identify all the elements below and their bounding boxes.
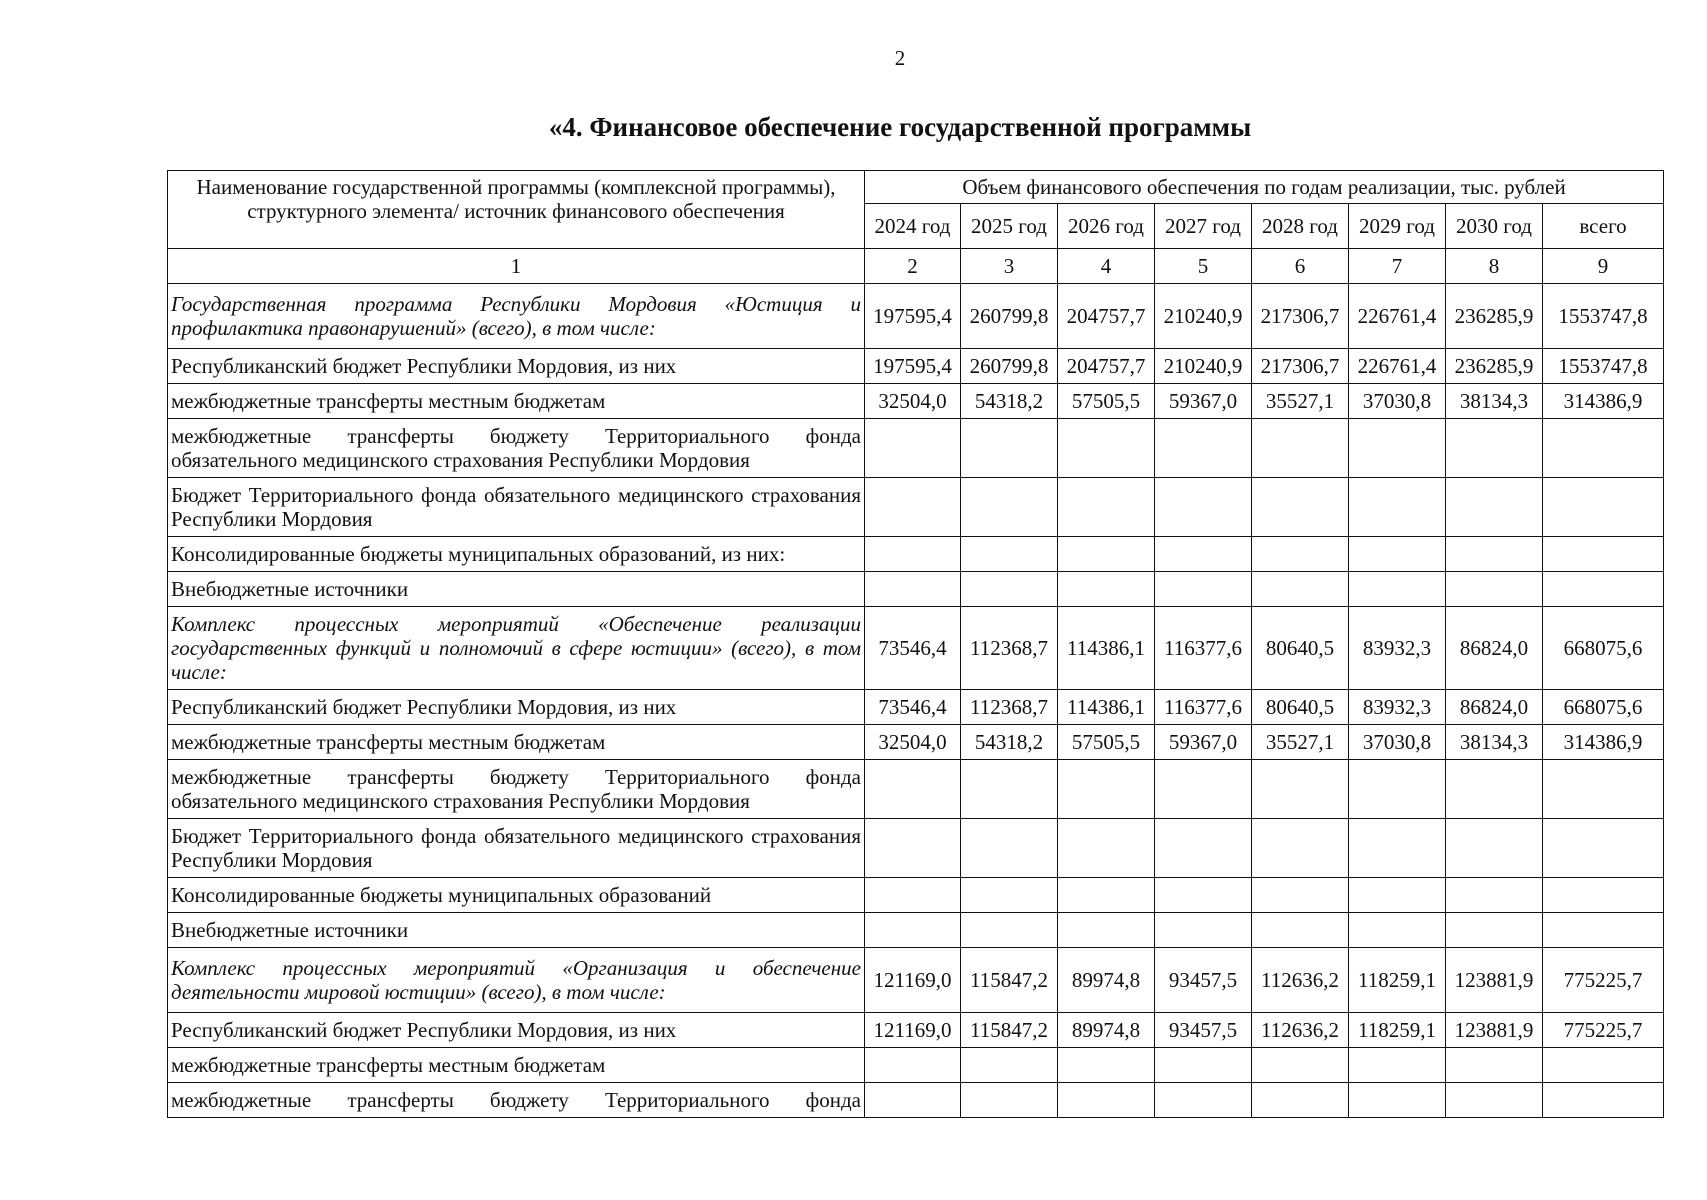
- row-name-cell: Внебюджетные источники: [168, 913, 865, 948]
- value-cell: [1543, 1048, 1664, 1083]
- value-cell: 1553747,8: [1543, 349, 1664, 384]
- column-index: 3: [961, 249, 1058, 284]
- table-row: [168, 384, 1664, 419]
- value-cell: [865, 537, 961, 572]
- value-cell: [1446, 878, 1543, 913]
- value-cell: 32504,0: [865, 725, 961, 760]
- row-name-cell: Комплекс процессных мероприятий «Организация и обеспечение деятельности мировой юстиции» (всего), в том числе:: [168, 948, 865, 1013]
- value-cell: [1058, 913, 1155, 948]
- value-cell: [1155, 913, 1252, 948]
- value-cell: [1155, 572, 1252, 607]
- value-cell: [1252, 819, 1349, 878]
- row-name-cell: Республиканский бюджет Республики Мордовия, из них: [168, 690, 865, 725]
- value-cell: 116377,6: [1155, 607, 1252, 690]
- column-index: 4: [1058, 249, 1155, 284]
- table-row: [168, 948, 1664, 1013]
- value-cell: [1543, 760, 1664, 819]
- table-row: [168, 572, 1664, 607]
- value-cell: [1543, 572, 1664, 607]
- value-cell: 112636,2: [1252, 1013, 1349, 1048]
- row-name-cell: Бюджет Территориального фонда обязательного медицинского страхования Республики Мордовия: [168, 819, 865, 878]
- column-index: 8: [1446, 249, 1543, 284]
- value-cell: [1349, 419, 1446, 478]
- value-cell: 59367,0: [1155, 725, 1252, 760]
- value-cell: [1349, 760, 1446, 819]
- value-cell: 204757,7: [1058, 284, 1155, 349]
- value-cell: 37030,8: [1349, 725, 1446, 760]
- value-cell: 89974,8: [1058, 1013, 1155, 1048]
- value-cell: [1058, 819, 1155, 878]
- value-cell: [1349, 819, 1446, 878]
- year-header-2024: 2024 год: [865, 204, 961, 249]
- value-cell: 197595,4: [865, 349, 961, 384]
- value-cell: [1155, 478, 1252, 537]
- value-cell: 89974,8: [1058, 948, 1155, 1013]
- value-cell: 197595,4: [865, 284, 961, 349]
- column-index: 1: [168, 249, 865, 284]
- value-cell: [1446, 572, 1543, 607]
- table-row: [168, 760, 1664, 819]
- value-cell: 37030,8: [1349, 384, 1446, 419]
- value-cell: [865, 478, 961, 537]
- value-cell: [1252, 913, 1349, 948]
- row-name-cell: Бюджет Территориального фонда обязательного медицинского страхования Республики Мордовия: [168, 478, 865, 537]
- value-cell: [1155, 419, 1252, 478]
- value-cell: [1349, 572, 1446, 607]
- value-cell: [1155, 537, 1252, 572]
- value-cell: 112636,2: [1252, 948, 1349, 1013]
- row-name-cell: межбюджетные трансферты местным бюджетам: [168, 384, 865, 419]
- total-header: всего: [1543, 204, 1664, 249]
- value-cell: 226761,4: [1349, 349, 1446, 384]
- value-cell: 38134,3: [1446, 384, 1543, 419]
- value-cell: 93457,5: [1155, 948, 1252, 1013]
- value-cell: [961, 537, 1058, 572]
- value-cell: [1058, 419, 1155, 478]
- value-cell: 83932,3: [1349, 607, 1446, 690]
- row-name-cell: межбюджетные трансферты бюджету Территориального фонда обязательного медицинского страхования Республики Мордовия: [168, 760, 865, 819]
- value-cell: [865, 572, 961, 607]
- value-cell: [961, 760, 1058, 819]
- column-index: 7: [1349, 249, 1446, 284]
- value-cell: 112368,7: [961, 607, 1058, 690]
- value-cell: [1446, 478, 1543, 537]
- value-cell: 59367,0: [1155, 384, 1252, 419]
- value-cell: [961, 572, 1058, 607]
- value-cell: [1252, 878, 1349, 913]
- value-cell: 668075,6: [1543, 607, 1664, 690]
- value-cell: [1349, 1083, 1446, 1118]
- value-cell: 35527,1: [1252, 725, 1349, 760]
- value-cell: 38134,3: [1446, 725, 1543, 760]
- value-cell: 73546,4: [865, 690, 961, 725]
- value-cell: [1252, 760, 1349, 819]
- value-cell: [1058, 760, 1155, 819]
- column-index: 9: [1543, 249, 1664, 284]
- value-cell: 121169,0: [865, 948, 961, 1013]
- column-index-row: [168, 249, 1664, 284]
- value-cell: 236285,9: [1446, 349, 1543, 384]
- value-cell: [1446, 537, 1543, 572]
- value-cell: 80640,5: [1252, 690, 1349, 725]
- value-cell: [1543, 913, 1664, 948]
- value-cell: [961, 419, 1058, 478]
- value-cell: [1155, 819, 1252, 878]
- value-cell: [1446, 1083, 1543, 1118]
- table-row: [168, 284, 1664, 349]
- value-cell: [865, 760, 961, 819]
- value-cell: 668075,6: [1543, 690, 1664, 725]
- value-cell: [1446, 419, 1543, 478]
- value-cell: [1349, 878, 1446, 913]
- column-index: 6: [1252, 249, 1349, 284]
- value-cell: 54318,2: [961, 384, 1058, 419]
- value-cell: 210240,9: [1155, 349, 1252, 384]
- value-cell: [961, 1048, 1058, 1083]
- value-cell: 118259,1: [1349, 1013, 1446, 1048]
- value-cell: [1446, 1048, 1543, 1083]
- financing-group-header: Объем финансового обеспечения по годам реализации, тыс. рублей: [865, 171, 1664, 204]
- value-cell: [1252, 572, 1349, 607]
- row-name-cell: Консолидированные бюджеты муниципальных образований: [168, 878, 865, 913]
- table-row: [168, 537, 1664, 572]
- value-cell: 83932,3: [1349, 690, 1446, 725]
- value-cell: [1058, 878, 1155, 913]
- value-cell: 314386,9: [1543, 725, 1664, 760]
- value-cell: [865, 1083, 961, 1118]
- value-cell: 260799,8: [961, 284, 1058, 349]
- value-cell: [1349, 913, 1446, 948]
- value-cell: [1446, 819, 1543, 878]
- value-cell: 1553747,8: [1543, 284, 1664, 349]
- value-cell: 121169,0: [865, 1013, 961, 1048]
- column-index: 2: [865, 249, 961, 284]
- value-cell: [865, 419, 961, 478]
- row-name-cell: межбюджетные трансферты местным бюджетам: [168, 725, 865, 760]
- value-cell: [1058, 537, 1155, 572]
- value-cell: [961, 819, 1058, 878]
- value-cell: 123881,9: [1446, 948, 1543, 1013]
- page-title: «4. Финансовое обеспечение государственной программы: [548, 112, 1252, 142]
- table-row: [168, 1048, 1664, 1083]
- value-cell: [1252, 1083, 1349, 1118]
- value-cell: 73546,4: [865, 607, 961, 690]
- value-cell: 204757,7: [1058, 349, 1155, 384]
- year-header-2030: 2030 год: [1446, 204, 1543, 249]
- value-cell: [1058, 1048, 1155, 1083]
- table-row: [168, 878, 1664, 913]
- value-cell: 236285,9: [1446, 284, 1543, 349]
- value-cell: 775225,7: [1543, 948, 1664, 1013]
- value-cell: 115847,2: [961, 1013, 1058, 1048]
- value-cell: 57505,5: [1058, 725, 1155, 760]
- value-cell: [1155, 1048, 1252, 1083]
- row-name-cell: Комплекс процессных мероприятий «Обеспечение реализации государственных функций и полномочий в сфере юстиции» (всего), в том числе:: [168, 607, 865, 690]
- table-row: [168, 607, 1664, 690]
- value-cell: 226761,4: [1349, 284, 1446, 349]
- value-cell: [1058, 1083, 1155, 1118]
- row-name-cell: Внебюджетные источники: [168, 572, 865, 607]
- financing-table: [167, 170, 1664, 1118]
- value-cell: [961, 878, 1058, 913]
- value-cell: 123881,9: [1446, 1013, 1543, 1048]
- value-cell: [1155, 878, 1252, 913]
- value-cell: 57505,5: [1058, 384, 1155, 419]
- value-cell: [1543, 878, 1664, 913]
- value-cell: [1543, 537, 1664, 572]
- value-cell: 86824,0: [1446, 607, 1543, 690]
- value-cell: [1252, 1048, 1349, 1083]
- value-cell: [1155, 1083, 1252, 1118]
- value-cell: [1252, 419, 1349, 478]
- row-name-cell: Консолидированные бюджеты муниципальных образований, из них:: [168, 537, 865, 572]
- value-cell: [1446, 760, 1543, 819]
- value-cell: [1155, 760, 1252, 819]
- table-row: [168, 819, 1664, 878]
- row-name-cell: Государственная программа Республики Мордовия «Юстиция и профилактика правонарушений» (всего), в том числе:: [168, 284, 865, 349]
- year-header-2027: 2027 год: [1155, 204, 1252, 249]
- row-name-cell: межбюджетные трансферты бюджету Территориального фонда: [168, 1083, 865, 1118]
- value-cell: [961, 478, 1058, 537]
- year-header-2025: 2025 год: [961, 204, 1058, 249]
- value-cell: 80640,5: [1252, 607, 1349, 690]
- value-cell: 93457,5: [1155, 1013, 1252, 1048]
- table-row: [168, 690, 1664, 725]
- value-cell: [865, 1048, 961, 1083]
- year-header-2026: 2026 год: [1058, 204, 1155, 249]
- value-cell: 112368,7: [961, 690, 1058, 725]
- table-row: [168, 725, 1664, 760]
- row-name-cell: межбюджетные трансферты бюджету Территориального фонда обязательного медицинского страхования Республики Мордовия: [168, 419, 865, 478]
- column-index: 5: [1155, 249, 1252, 284]
- value-cell: 217306,7: [1252, 349, 1349, 384]
- value-cell: [1252, 478, 1349, 537]
- value-cell: [1252, 537, 1349, 572]
- year-header-2029: 2029 год: [1349, 204, 1446, 249]
- value-cell: [1543, 819, 1664, 878]
- value-cell: [1543, 1083, 1664, 1118]
- value-cell: 314386,9: [1543, 384, 1664, 419]
- row-name-cell: Республиканский бюджет Республики Мордовия, из них: [168, 349, 865, 384]
- value-cell: 260799,8: [961, 349, 1058, 384]
- table-row: [168, 419, 1664, 478]
- table-row: [168, 913, 1664, 948]
- value-cell: [1349, 478, 1446, 537]
- value-cell: [865, 913, 961, 948]
- table-row: [168, 1083, 1664, 1118]
- table-row: [168, 478, 1664, 537]
- value-cell: [1543, 419, 1664, 478]
- value-cell: [1446, 913, 1543, 948]
- value-cell: 114386,1: [1058, 607, 1155, 690]
- value-cell: 217306,7: [1252, 284, 1349, 349]
- value-cell: [865, 878, 961, 913]
- value-cell: 210240,9: [1155, 284, 1252, 349]
- table-row: [168, 1013, 1664, 1048]
- value-cell: [1058, 572, 1155, 607]
- value-cell: 32504,0: [865, 384, 961, 419]
- value-cell: 115847,2: [961, 948, 1058, 1013]
- value-cell: [865, 819, 961, 878]
- value-cell: [1543, 478, 1664, 537]
- table-row: [168, 349, 1664, 384]
- value-cell: [1058, 478, 1155, 537]
- page-number: 2: [894, 46, 906, 70]
- value-cell: 35527,1: [1252, 384, 1349, 419]
- name-column-header: Наименование государственной программы (комплексной программы), структурного элемента/ источник финансового обеспечения: [168, 171, 865, 249]
- value-cell: 116377,6: [1155, 690, 1252, 725]
- value-cell: 118259,1: [1349, 948, 1446, 1013]
- row-name-cell: межбюджетные трансферты местным бюджетам: [168, 1048, 865, 1083]
- value-cell: 86824,0: [1446, 690, 1543, 725]
- value-cell: [961, 1083, 1058, 1118]
- value-cell: 54318,2: [961, 725, 1058, 760]
- value-cell: [961, 913, 1058, 948]
- value-cell: [1349, 537, 1446, 572]
- value-cell: 114386,1: [1058, 690, 1155, 725]
- year-header-2028: 2028 год: [1252, 204, 1349, 249]
- row-name-cell: Республиканский бюджет Республики Мордовия, из них: [168, 1013, 865, 1048]
- value-cell: [1349, 1048, 1446, 1083]
- value-cell: 775225,7: [1543, 1013, 1664, 1048]
